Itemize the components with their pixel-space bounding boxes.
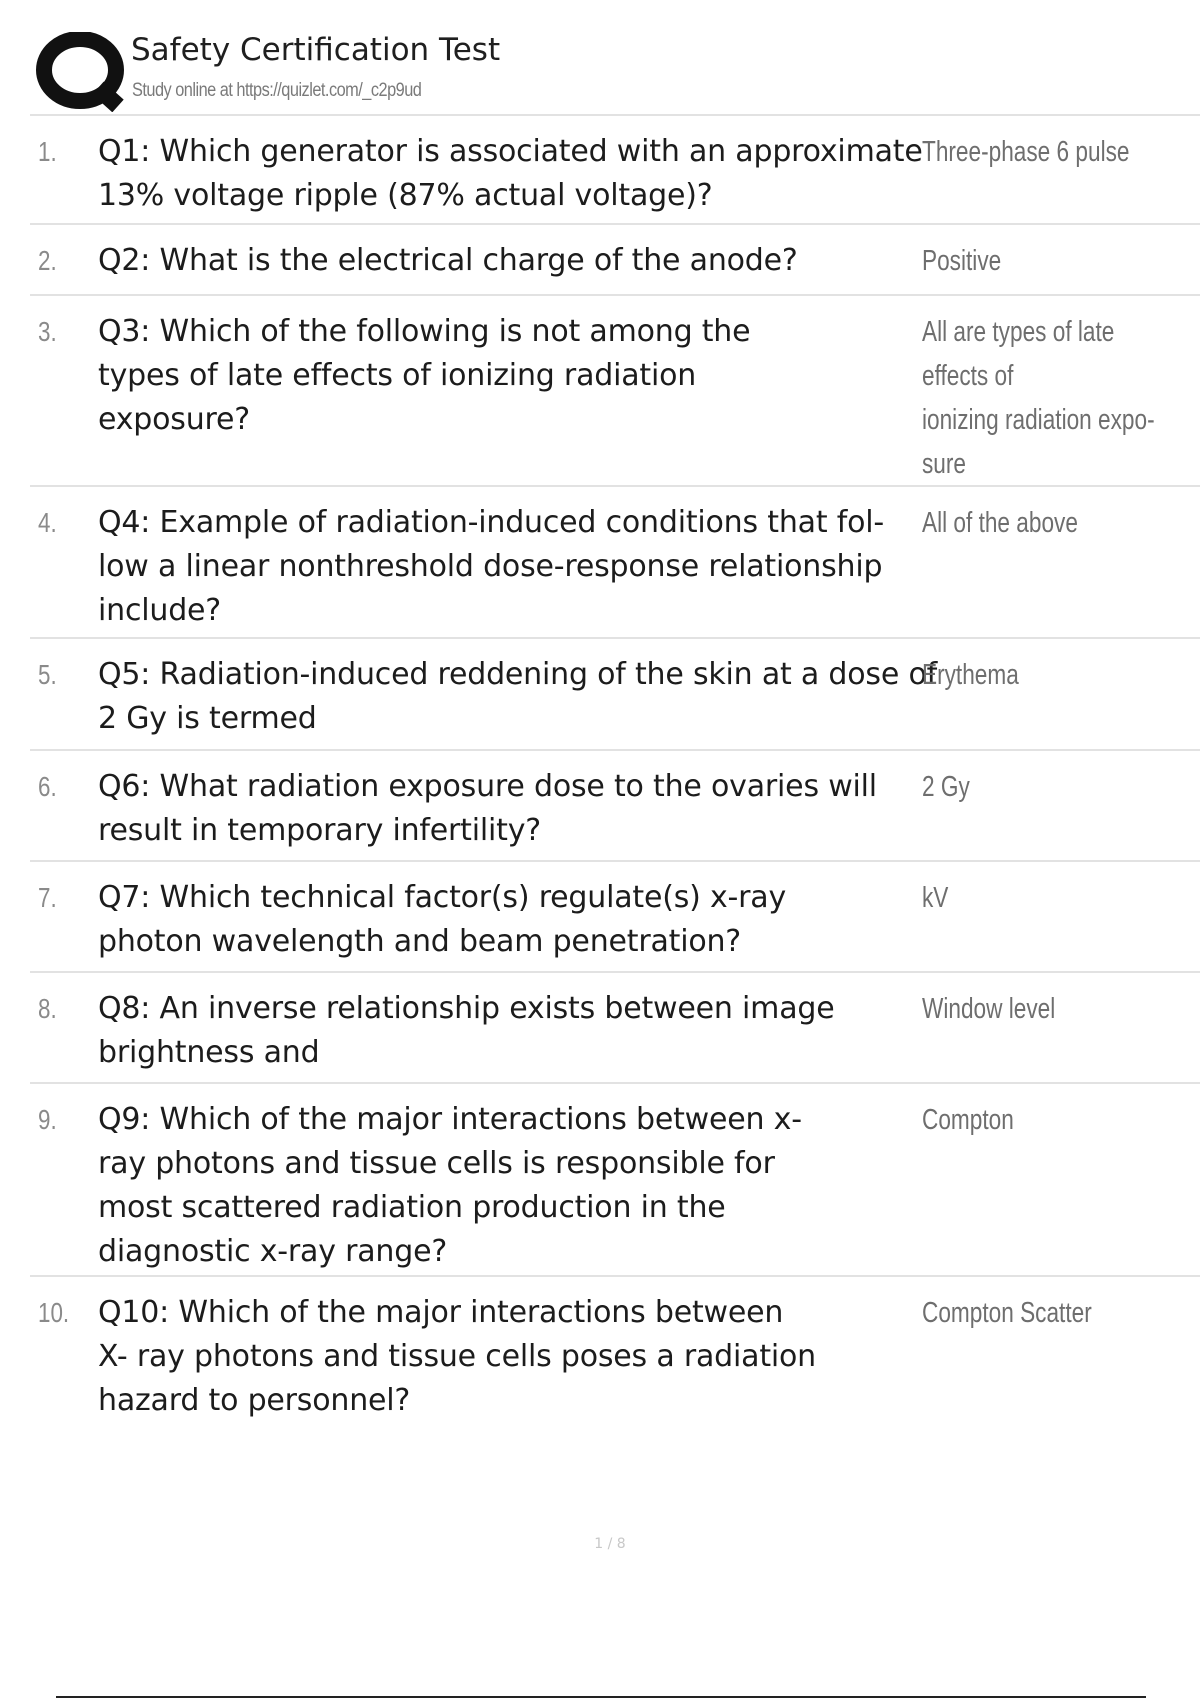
question-row (30, 862, 1200, 973)
answer-text: Compton (922, 1104, 1014, 1136)
question-number: 4. (38, 507, 57, 538)
question-number: 1. (38, 136, 57, 167)
question-row (30, 1084, 1200, 1277)
answer-text: 2 Gy (922, 771, 970, 803)
question-list (30, 116, 1200, 1429)
question-text: Q6: What radiation exposure dose to the ovaries will result in temporary infertility? (98, 769, 877, 848)
question-number: 3. (38, 316, 57, 347)
study-online-link[interactable]: Study online at https://quizlet.com/_c2p9ud (132, 80, 422, 101)
answer-text: Positive (922, 245, 1002, 277)
footer-divider (56, 1696, 1146, 1698)
question-text: Q7: Which technical factor(s) regulate(s) x-ray photon wavelength and beam penetration? (98, 880, 787, 959)
question-row (30, 116, 1200, 225)
question-text: Q8: An inverse relationship exists between image brightness and (98, 991, 835, 1070)
question-text: Q4: Example of radiation-induced conditions that fol- low a linear nonthreshold dose-response relationship include? (98, 505, 884, 628)
question-number: 9. (38, 1104, 57, 1135)
answer-text: Window level (922, 993, 1056, 1025)
question-row (30, 1277, 1200, 1429)
question-row (30, 225, 1200, 296)
question-number: 6. (38, 771, 57, 802)
question-text: Q1: Which generator is associated with an approximate 13% voltage ripple (87% actual voltage)? (98, 134, 923, 213)
page-title: Safety Certification Test (131, 32, 501, 68)
answer-text: All of the above (922, 507, 1078, 539)
answer-text: Three-phase 6 pulse (922, 136, 1130, 168)
quizlet-logo-icon (32, 32, 142, 112)
question-number: 10. (38, 1297, 70, 1328)
page-number: 1 / 8 (594, 1536, 626, 1552)
question-text: Q9: Which of the major interactions between x- ray photons and tissue cells is responsible for most scattered radiation production in the diagnostic x-ray range? (98, 1102, 802, 1269)
question-row (30, 296, 1200, 487)
question-text: Q5: Radiation-induced reddening of the skin at a dose of 2 Gy is termed (98, 657, 937, 736)
answer-text: Erythema (922, 659, 1019, 691)
question-number: 5. (38, 659, 57, 690)
question-text: Q3: Which of the following is not among the types of late effects of ionizing radiation exposure? (98, 314, 751, 437)
answer-text: All are types of late effects of ionizing radiation expo- sure (922, 316, 1155, 480)
answer-text: Compton Scatter (922, 1297, 1092, 1329)
question-number: 7. (38, 882, 57, 913)
question-row (30, 973, 1200, 1084)
question-row (30, 751, 1200, 862)
answer-text: kV (922, 882, 949, 914)
question-text: Q10: Which of the major interactions between X- ray photons and tissue cells poses a radiation hazard to personnel? (98, 1295, 816, 1418)
page-header (30, 28, 1200, 116)
question-row (30, 639, 1200, 751)
question-number: 2. (38, 245, 57, 276)
question-number: 8. (38, 993, 57, 1024)
question-row (30, 487, 1200, 639)
question-text: Q2: What is the electrical charge of the anode? (98, 243, 798, 278)
